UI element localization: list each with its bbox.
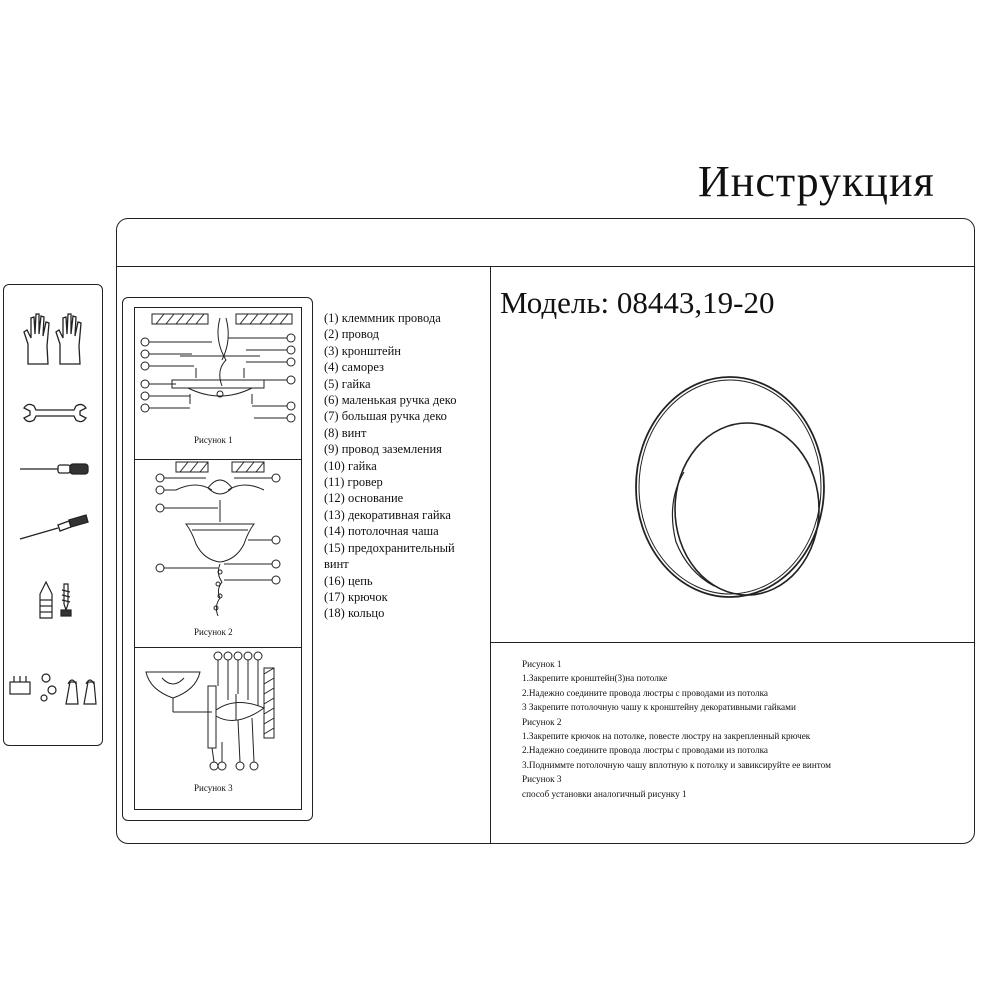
parts-list-item: (5) гайка: [324, 376, 371, 391]
model-label: Модель: 08443,19-20: [500, 285, 775, 320]
figure-1-caption: Рисунок 1: [194, 435, 233, 445]
instruction-line: Рисунок 2: [522, 716, 562, 727]
figure-2-caption: Рисунок 2: [194, 627, 233, 637]
figure-divider-2: [134, 647, 302, 648]
figure-3-caption: Рисунок 3: [194, 783, 233, 793]
parts-list-item: (6) маленькая ручка деко: [324, 393, 457, 408]
instruction-line: 1.Закрепите крючок на потолке, повесте люстру на закрепленный крючек: [522, 731, 811, 742]
small-parts-icon: [8, 668, 100, 708]
frame-right-divider: [490, 642, 974, 643]
parts-list-item: (16) цепь: [324, 573, 373, 588]
page-title: Инструкция: [698, 157, 935, 206]
instruction-line: 2.Надежно соедините провода люстры с проводами из потолка: [522, 687, 768, 698]
parts-list-item: (12) основание: [324, 491, 404, 506]
instruction-line: 2.Надежно соедините провода люстры с проводами из потолка: [522, 745, 768, 756]
instruction-line: 3.Подниммте потолочную чашу вплотную к потолку и завиксируйте ее винтом: [522, 759, 831, 770]
parts-list: [324, 310, 484, 622]
parts-list-item: (8) винт: [324, 425, 367, 440]
anchor-screw-icon: [34, 580, 78, 620]
parts-list-item: (3) кронштейн: [324, 343, 401, 358]
parts-list-item: (1) клеммник провода: [324, 311, 441, 325]
figure-1-diagram: [136, 310, 300, 440]
figure-2-diagram: [136, 460, 300, 626]
parts-list-item: (9) провод заземления: [324, 442, 442, 457]
figure-3-diagram: [136, 650, 300, 780]
instruction-line: 3 Закрепите потолочную чашу к кронштейну декоративными гайками: [522, 702, 796, 713]
parts-list-item: (13) декоративная гайка: [324, 507, 451, 522]
wrench-icon: [22, 402, 88, 424]
instruction-line: 1.Закрепите кронштейн(3)на потолке: [522, 673, 668, 684]
instruction-line: способ установки аналогичный рисунку 1: [522, 788, 687, 799]
parts-list-item: (14) потолочная чаша: [324, 524, 439, 539]
screwdriver-phillips-icon: [18, 516, 90, 542]
parts-list-item: (4) саморез: [324, 360, 384, 375]
instruction-line: Рисунок 3: [522, 774, 562, 785]
frame-vertical-divider: [490, 266, 491, 843]
parts-list-item: (11) гровер: [324, 475, 383, 490]
parts-list-item: (17) крючок: [324, 589, 388, 604]
gloves-icon: [22, 310, 88, 366]
parts-list-item: (2) провод: [324, 327, 379, 342]
parts-list-item: винт: [324, 557, 349, 572]
frame-divider: [117, 266, 974, 267]
parts-list-item: (7) большая ручка деко: [324, 409, 447, 424]
screwdriver-flat-icon: [18, 462, 90, 476]
installation-instructions: [522, 657, 972, 801]
parts-list-item: (10) гайка: [324, 458, 377, 473]
product-illustration: [630, 372, 830, 602]
instruction-line: Рисунок 1: [522, 659, 562, 669]
parts-list-item: (15) предохранительный: [324, 540, 455, 555]
parts-list-item: (18) кольцо: [324, 606, 385, 621]
